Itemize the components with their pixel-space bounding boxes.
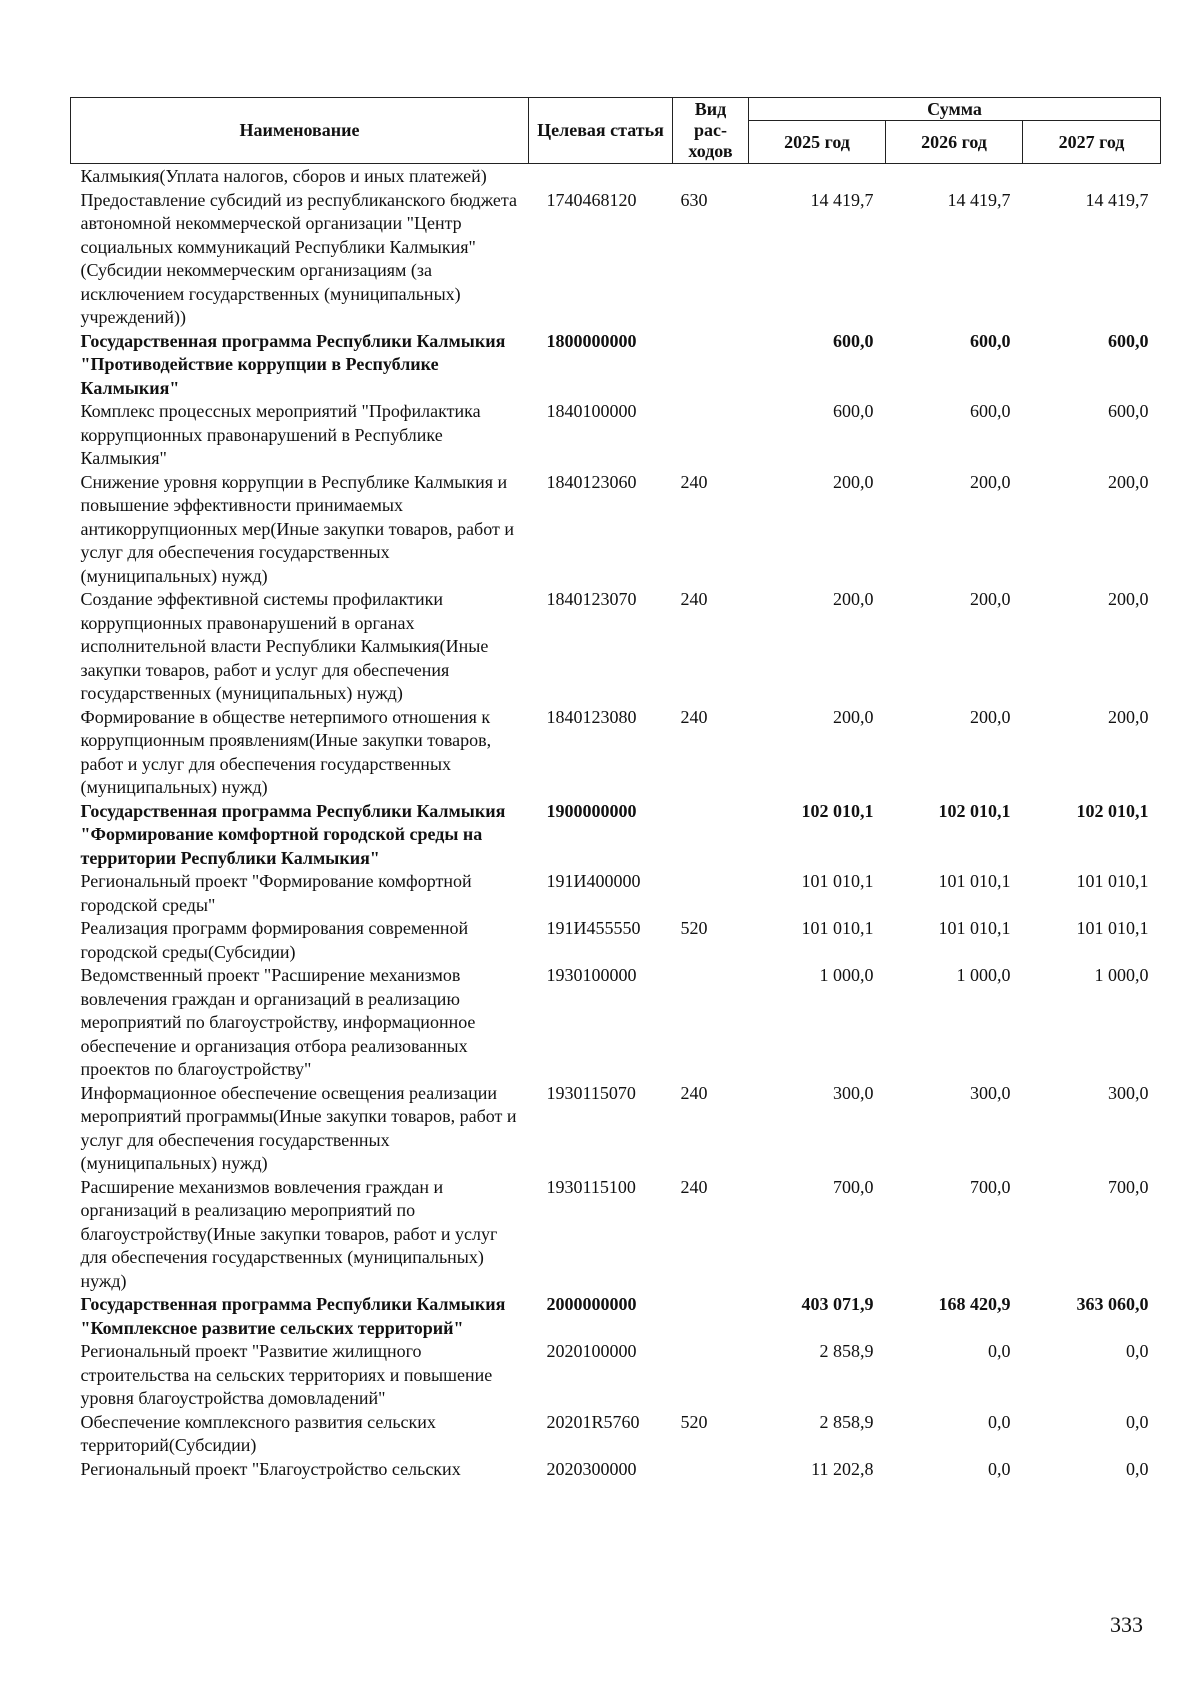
- table-row: [71, 706, 1161, 800]
- row-sum-2026: 101 010,1: [938, 918, 1011, 938]
- row-sum-2027: 363 060,0: [1076, 1294, 1149, 1314]
- row-expense-type: 240: [680, 706, 708, 727]
- row-name: Предоставление субсидий из республиканского бюджета автономной некоммерческой организации "Центр социальных коммуникаций Республики Калмыкия"(Субсидии некоммерческим организациям (за исключением государственных (муниципальных) учреждений)): [80, 189, 517, 327]
- row-name: Региональный проект "Благоустройство сельских: [80, 1458, 461, 1479]
- row-target-code: 1840100000: [546, 401, 637, 421]
- table-row: [71, 1082, 1161, 1176]
- row-sum-2025: 101 010,1: [801, 871, 874, 891]
- row-name: Региональный проект "Формирование комфортной городской среды": [80, 871, 472, 915]
- row-name: Расширение механизмов вовлечения граждан и организаций в реализацию мероприятий по благоустройству(Иные закупки товаров, работ и услуг для обеспечения государственных (муниципальных) нужд): [80, 1176, 498, 1291]
- row-sum-2026: 700,0: [970, 1176, 1011, 1197]
- row-sum-2026: 14 419,7: [947, 189, 1011, 210]
- table-row: [71, 800, 1161, 871]
- row-sum-2027: 0,0: [1126, 1458, 1149, 1479]
- row-target-code: 2020100000: [546, 1341, 637, 1361]
- row-sum-2025: 102 010,1: [801, 800, 874, 821]
- row-sum-2027: 200,0: [1108, 471, 1149, 492]
- row-sum-2025: 1 000,0: [819, 965, 874, 985]
- row-sum-2027: [1023, 164, 1161, 189]
- row-name: Обеспечение комплексного развития сельских территорий(Субсидии): [80, 1411, 436, 1455]
- row-sum-2026: 200,0: [970, 471, 1011, 492]
- row-expense-type: 240: [680, 1176, 708, 1197]
- row-sum-2025: 11 202,8: [811, 1458, 874, 1479]
- row-sum-2026: 102 010,1: [938, 800, 1011, 821]
- row-target-code: 1930115100: [546, 1176, 636, 1197]
- row-expense-type: [673, 1458, 749, 1482]
- table-header: [71, 98, 1161, 164]
- row-target-code: 1800000000: [546, 330, 637, 351]
- row-sum-2026: 300,0: [970, 1082, 1011, 1103]
- row-sum-2026: 200,0: [970, 589, 1011, 609]
- row-sum-2027: 700,0: [1108, 1176, 1149, 1197]
- table-row: [71, 164, 1161, 189]
- table-row: [71, 1458, 1161, 1482]
- row-target-code: 1840123080: [546, 706, 637, 727]
- row-sum-2027: 1 000,0: [1094, 965, 1149, 985]
- row-sum-2027: 300,0: [1108, 1082, 1149, 1103]
- row-sum-2027: 200,0: [1108, 589, 1149, 609]
- row-sum-2027: 200,0: [1108, 706, 1149, 727]
- row-target-code: [529, 164, 673, 189]
- row-sum-2026: 0,0: [988, 1458, 1011, 1479]
- table-row: [71, 964, 1161, 1082]
- row-sum-2026: 600,0: [970, 401, 1011, 421]
- row-sum-2026: 0,0: [988, 1411, 1011, 1432]
- row-sum-2026: 200,0: [970, 706, 1011, 727]
- row-sum-2025: 700,0: [833, 1176, 874, 1197]
- row-name: Создание эффективной системы профилактики коррупционных правонарушений в органах исполнительной власти Республики Калмыкия(Иные закупки товаров, работ и услуг для обеспечения государственных (муниципальных) нужд): [80, 589, 489, 703]
- table-row: [71, 588, 1161, 706]
- row-expense-type: [673, 870, 749, 917]
- row-name: Реализация программ формирования современной городской среды(Субсидии): [80, 918, 469, 962]
- table-row: [71, 1340, 1161, 1411]
- row-target-code: 1900000000: [546, 800, 637, 821]
- row-sum-2026: 101 010,1: [938, 871, 1011, 891]
- row-name: Калмыкия(Уплата налогов, сборов и иных платежей): [80, 166, 487, 186]
- header-sum: Сумма: [749, 98, 1161, 121]
- row-expense-type: 240: [680, 471, 708, 492]
- row-sum-2025: 403 071,9: [801, 1294, 874, 1314]
- budget-page: [70, 97, 1160, 1481]
- row-expense-type: [673, 330, 749, 401]
- header-year-2025: 2025 год: [749, 121, 886, 164]
- row-sum-2025: [749, 164, 886, 189]
- row-expense-type: [673, 164, 749, 189]
- row-sum-2027: 0,0: [1126, 1341, 1149, 1361]
- row-sum-2025: 200,0: [833, 589, 874, 609]
- row-target-code: 1840123070: [546, 589, 637, 609]
- row-sum-2025: 200,0: [833, 471, 874, 492]
- row-target-code: 2020300000: [546, 1458, 637, 1479]
- budget-table: [70, 97, 1161, 1481]
- row-sum-2027: 0,0: [1126, 1411, 1149, 1432]
- row-target-code: 1740468120: [546, 189, 637, 210]
- row-name: Комплекс процессных мероприятий "Профилактика коррупционных правонарушений в Республике Калмыкия": [80, 401, 481, 468]
- row-expense-type: 520: [680, 918, 708, 938]
- table-row: [71, 400, 1161, 471]
- row-name: Информационное обеспечение освещения реализации мероприятий программы(Иные закупки товаров, работ и услуг для обеспечения государственных (муниципальных) нужд): [80, 1082, 517, 1173]
- row-sum-2025: 2 858,9: [819, 1341, 874, 1361]
- row-sum-2026: 600,0: [970, 330, 1011, 351]
- row-sum-2026: [886, 164, 1023, 189]
- row-sum-2027: 101 010,1: [1076, 871, 1149, 891]
- row-expense-type: 240: [680, 589, 708, 609]
- row-target-code: 1930100000: [546, 965, 637, 985]
- row-sum-2025: 600,0: [833, 330, 874, 351]
- row-sum-2025: 200,0: [833, 706, 874, 727]
- row-sum-2027: 600,0: [1108, 401, 1149, 421]
- row-expense-type: [673, 400, 749, 471]
- row-name: Снижение уровня коррупции в Республике Калмыкия и повышение эффективности принимаемых антикоррупционных мер(Иные закупки товаров, работ и услуг для обеспечения государственных (муниципальных) нужд): [80, 471, 514, 586]
- row-name: Региональный проект "Развитие жилищного строительства на сельских территориях и повышение уровня благоустройства домовладений": [80, 1341, 493, 1408]
- row-expense-type: 240: [680, 1082, 708, 1103]
- row-name: Ведомственный проект "Расширение механизмов вовлечения граждан и организаций в реализацию мероприятий по благоустройству, информационное обеспечение и организация отбора реализованных проектов по благоустройству": [80, 965, 476, 1079]
- table-row: [71, 189, 1161, 330]
- row-sum-2025: 101 010,1: [801, 918, 874, 938]
- row-sum-2027: 102 010,1: [1076, 800, 1149, 821]
- row-target-code: 191И455550: [546, 918, 641, 938]
- header-year-2026: 2026 год: [886, 121, 1023, 164]
- row-expense-type: 520: [680, 1411, 708, 1432]
- row-sum-2026: 0,0: [988, 1341, 1011, 1361]
- row-sum-2027: 101 010,1: [1076, 918, 1149, 938]
- table-body: [71, 164, 1161, 1482]
- table-row: [71, 1176, 1161, 1294]
- row-sum-2026: 1 000,0: [956, 965, 1011, 985]
- row-sum-2027: 600,0: [1108, 330, 1149, 351]
- row-expense-type: 630: [680, 189, 708, 210]
- table-row: [71, 917, 1161, 964]
- table-row: [71, 471, 1161, 589]
- row-sum-2025: 14 419,7: [810, 189, 874, 210]
- row-target-code: 1840123060: [546, 471, 637, 492]
- table-row: [71, 870, 1161, 917]
- table-row: [71, 330, 1161, 401]
- row-name: Государственная программа Республики Калмыкия "Противодействие коррупции в Республике Калмыкия": [80, 330, 506, 398]
- row-name: Формирование в обществе нетерпимого отношения к коррупционным проявлениям(Иные закупки товаров, работ и услуг для обеспечения государственных (муниципальных) нужд): [80, 706, 492, 797]
- table-row: [71, 1293, 1161, 1340]
- header-code: Целевая статья: [529, 98, 673, 164]
- page-number: 333: [1110, 1612, 1143, 1637]
- row-sum-2025: 300,0: [833, 1082, 874, 1103]
- header-year-2027: 2027 год: [1023, 121, 1161, 164]
- header-type: Вид рас-ходов: [673, 98, 749, 164]
- row-expense-type: [673, 800, 749, 871]
- row-target-code: 20201R5760: [546, 1411, 640, 1432]
- header-name: Наименование: [71, 98, 529, 164]
- row-target-code: 191И400000: [546, 871, 641, 891]
- row-sum-2027: 14 419,7: [1085, 189, 1149, 210]
- row-target-code: 1930115070: [546, 1082, 636, 1103]
- row-target-code: 2000000000: [546, 1294, 637, 1314]
- row-expense-type: [673, 1293, 749, 1340]
- row-name: Государственная программа Республики Калмыкия "Комплексное развитие сельских территорий": [80, 1294, 506, 1338]
- row-expense-type: [673, 964, 749, 1082]
- row-sum-2025: 2 858,9: [819, 1411, 874, 1432]
- row-sum-2025: 600,0: [833, 401, 874, 421]
- row-name: Государственная программа Республики Калмыкия "Формирование комфортной городской среды на территории Республики Калмыкия": [80, 800, 506, 868]
- row-sum-2026: 168 420,9: [938, 1294, 1011, 1314]
- table-row: [71, 1411, 1161, 1458]
- row-expense-type: [673, 1340, 749, 1411]
